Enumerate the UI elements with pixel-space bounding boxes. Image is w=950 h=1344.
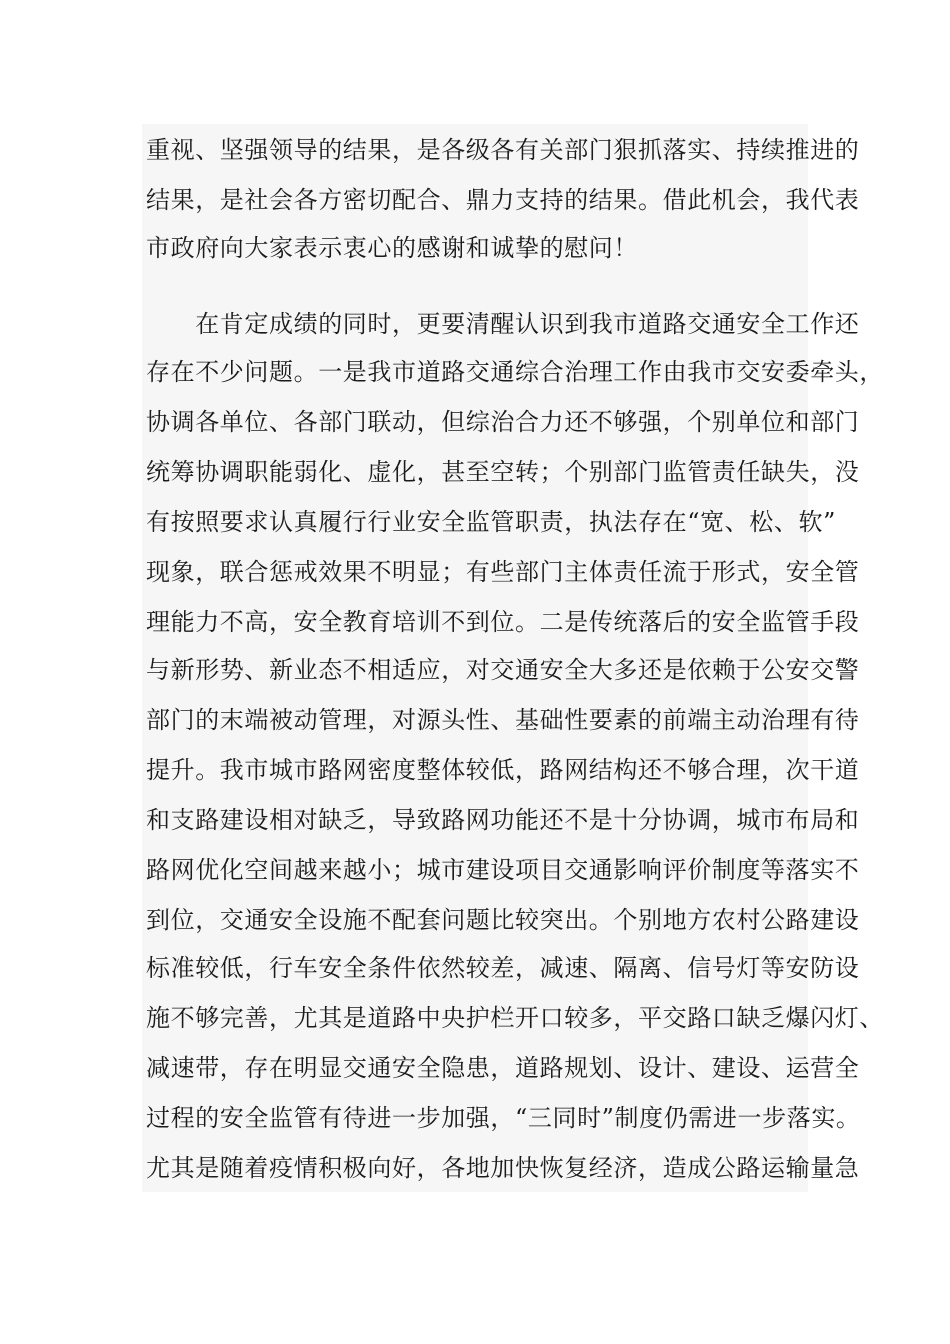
paragraph-2-line-1: 在肯定成绩的同时，更要清醒认识到我市道路交通安全工作还 xyxy=(146,310,860,338)
paragraph-2-line-3: 协调各单位、各部门联动，但综治合力还不够强，个别单位和部门 xyxy=(146,408,860,436)
paragraph-2-line-18: 尤其是随着疫情积极向好，各地加快恢复经济，造成公路运输量急 xyxy=(146,1154,860,1182)
paragraph-2-line-7: 理能力不高，安全教育培训不到位。二是传统落后的安全监管手段 xyxy=(146,608,860,636)
paragraph-2-line-15: 施不够完善，尤其是道路中央护栏开口较多，平交路口缺乏爆闪灯、 xyxy=(146,1004,884,1032)
paragraph-1-line-3: 市政府向大家表示衷心的感谢和诚挚的慰问！ xyxy=(146,234,638,262)
paragraph-2-line-6: 现象，联合惩戒效果不明显；有些部门主体责任流于形式，安全管 xyxy=(146,558,860,586)
paragraph-2-line-5: 有按照要求认真履行行业安全监管职责，执法存在“宽、松、软” xyxy=(146,508,836,536)
paragraph-2-line-13: 到位，交通安全设施不配套问题比较突出。个别地方农村公路建设 xyxy=(146,906,860,934)
paragraph-2-line-12: 路网优化空间越来越小；城市建设项目交通影响评价制度等落实不 xyxy=(146,856,860,884)
document-body xyxy=(142,124,884,1192)
paragraph-1-line-2: 结果，是社会各方密切配合、鼎力支持的结果。借此机会，我代表 xyxy=(146,186,860,214)
paragraph-2-line-16: 减速带，存在明显交通安全隐患，道路规划、设计、建设、运营全 xyxy=(146,1054,860,1082)
paragraph-2-line-2: 存在不少问题。一是我市道路交通综合治理工作由我市交安委牵头， xyxy=(146,358,884,386)
paragraph-2-line-4: 统筹协调职能弱化、虚化，甚至空转；个别部门监管责任缺失，没 xyxy=(146,458,860,486)
paragraph-2-line-8: 与新形势、新业态不相适应，对交通安全大多还是依赖于公安交警 xyxy=(146,656,860,684)
paragraph-2-line-14: 标准较低，行车安全条件依然较差，减速、隔离、信号灯等安防设 xyxy=(146,954,860,982)
paragraph-2-line-9: 部门的末端被动管理，对源头性、基础性要素的前端主动治理有待 xyxy=(146,706,860,734)
paragraph-1-line-1: 重视、坚强领导的结果，是各级各有关部门狠抓落实、持续推进的 xyxy=(146,136,860,164)
paragraph-2-line-17: 过程的安全监管有待进一步加强，“三同时”制度仍需进一步落实。 xyxy=(146,1104,861,1132)
paragraph-2-line-10: 提升。我市城市路网密度整体较低，路网结构还不够合理，次干道 xyxy=(146,756,860,784)
paragraph-2-line-11: 和支路建设相对缺乏，导致路网功能还不是十分协调，城市布局和 xyxy=(146,806,860,834)
